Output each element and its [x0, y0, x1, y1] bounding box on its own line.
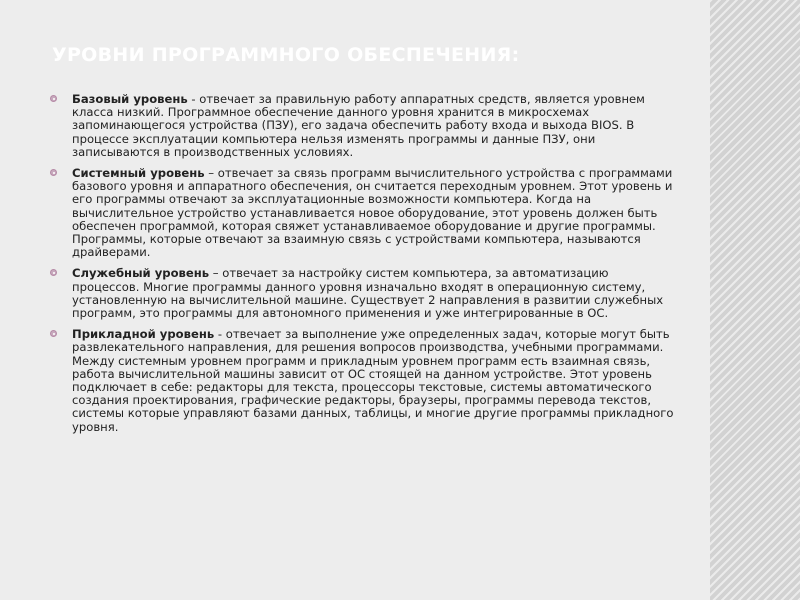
item-term: Служебный уровень — [72, 266, 210, 281]
list-item — [46, 167, 676, 259]
bullet-list — [46, 93, 676, 442]
decorative-stripe — [710, 0, 800, 600]
circle-bullet-icon — [50, 95, 57, 102]
item-term: Базовый уровень — [72, 92, 188, 106]
item-term: Системный уровень — [72, 166, 205, 181]
list-item — [46, 267, 676, 320]
list-item — [46, 93, 676, 159]
circle-bullet-icon — [50, 330, 57, 337]
circle-bullet-icon — [50, 269, 57, 276]
circle-bullet-icon — [50, 169, 57, 176]
item-text: – отвечает за связь программ вычислительного устройства с программами базового уровня и аппаратного обеспечения, он считается переходным уровнем. Этот уровень и его программы отвечают за эксплуатационные возможности компьютера. Когда на вычислительное устройство устанавливается новое оборудование, этот уровень должен быть обеспечен программой, которая свяжет устанавливаемое оборудование и другие программы. Программы, которые отвечают за взаимную связь с устройствами компьютера, называются драйверами. — [72, 166, 673, 260]
list-item — [46, 328, 676, 434]
item-term: Прикладной уровень — [72, 327, 215, 342]
item-text: – отвечает за настройку систем компьютера, за автоматизацию процессов. Многие программы данного уровня изначально входят в операционную систему, установленную на вычислительной машине. Существует 2 направления в развитии служебных программ, это программы для автономного применения и уже интегрированные в ОС. — [72, 266, 664, 321]
item-text: - отвечает за выполнение уже определенных задач, которые могут быть развлекательного направления, для решения вопросов производства, учебными программами. Между системным уровнем программ и прикладным уровнем программ есть взаимная связь, работа вычислительной машины зависит от ОС стоящей на данном устройстве. Этот уровень подключает в себе: редакторы для текста, процессоры текстовые, системы автоматического создания проектирования, графические редакторы, браузеры, программы перевода текстов, системы которые управляют базами данных, таблицы, и многие другие программы прикладного уровня. — [72, 327, 674, 434]
item-text: - отвечает за правильную работу аппаратных средств, является уровнем класса низкий. Программное обеспечение данного уровня хранится в микросхемах запоминающегося устройства (ПЗУ), его задача обеспечить работу входа и выхода BIOS. В процессе эксплуатации компьютера нельзя изменять программы и данные ПЗУ, они записываются в производственных условиях. — [72, 92, 645, 159]
slide-title: УРОВНИ ПРОГРАММНОГО ОБЕСПЕЧЕНИЯ: — [52, 44, 520, 66]
